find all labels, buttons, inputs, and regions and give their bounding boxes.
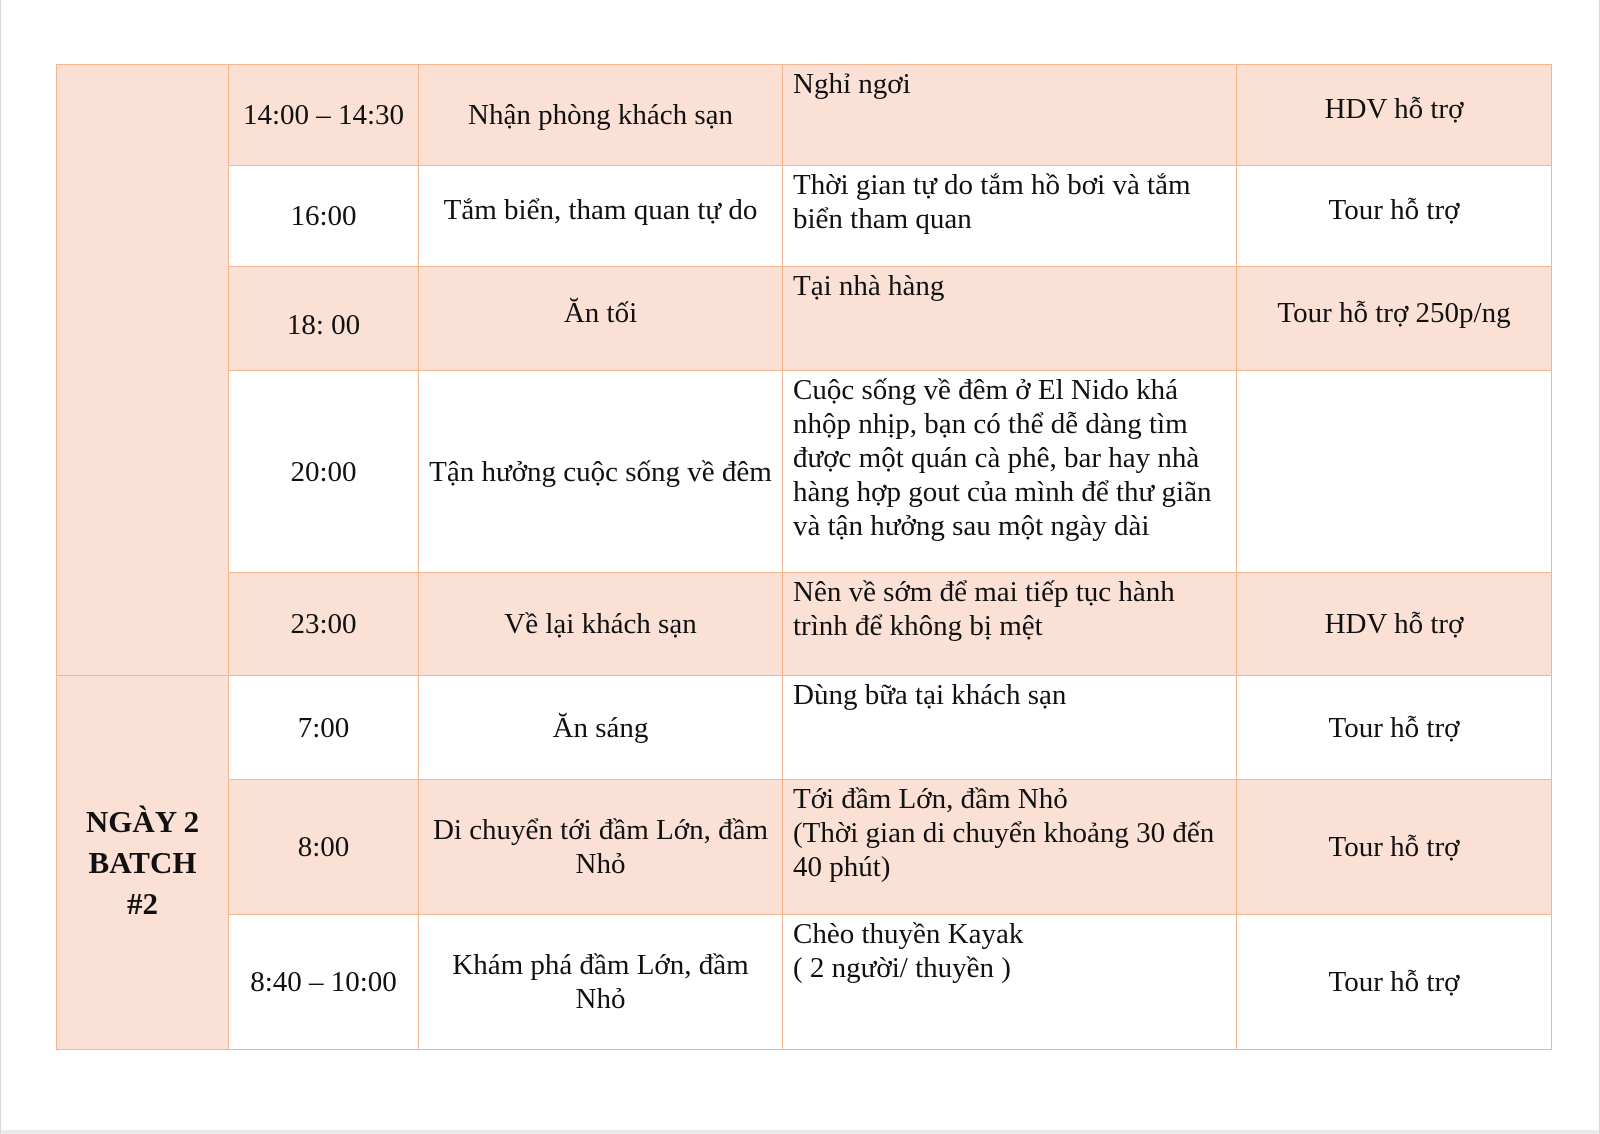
detail-cell: Chèo thuyền Kayak ( 2 người/ thuyền ) — [783, 915, 1237, 1050]
itinerary-table — [56, 64, 1552, 1050]
detail-cell: Thời gian tự do tắm hồ bơi và tắm biển tham quan — [783, 166, 1237, 267]
support-cell: HDV hỗ trợ — [1237, 573, 1552, 676]
day-2-cell — [57, 676, 229, 1050]
time-cell: 7:00 — [229, 676, 419, 780]
table-row — [57, 676, 1552, 780]
detail-cell: Cuộc sống về đêm ở El Nido khá nhộp nhịp, bạn có thể dễ dàng tìm được một quán cà phê, bar hay nhà hàng hợp gout của mình để thư giãn và tận hưởng sau một ngày dài — [783, 371, 1237, 573]
time-cell: 8:00 — [229, 780, 419, 915]
detail-cell: Nghỉ ngơi — [783, 65, 1237, 166]
time-cell: 16:00 — [229, 166, 419, 267]
detail-cell: Tại nhà hàng — [783, 267, 1237, 371]
activity-cell: Nhận phòng khách sạn — [419, 65, 783, 166]
support-cell: HDV hỗ trợ — [1237, 65, 1552, 166]
support-cell: Tour hỗ trợ — [1237, 166, 1552, 267]
table-row — [57, 573, 1552, 676]
table-row — [57, 65, 1552, 166]
activity-cell: Về lại khách sạn — [419, 573, 783, 676]
detail-cell: Dùng bữa tại khách sạn — [783, 676, 1237, 780]
time-cell: 18: 00 — [229, 267, 419, 371]
support-cell: Tour hỗ trợ — [1237, 676, 1552, 780]
time-cell: 23:00 — [229, 573, 419, 676]
detail-cell: Nên về sớm để mai tiếp tục hành trình để không bị mệt — [783, 573, 1237, 676]
activity-cell: Di chuyển tới đầm Lớn, đầm Nhỏ — [419, 780, 783, 915]
support-cell — [1237, 371, 1552, 573]
day-2-label: NGÀY 2 BATCH #2 — [85, 804, 200, 921]
table-row — [57, 780, 1552, 915]
support-cell: Tour hỗ trợ — [1237, 780, 1552, 915]
support-cell: Tour hỗ trợ — [1237, 915, 1552, 1050]
table-row — [57, 371, 1552, 573]
activity-cell: Ăn sáng — [419, 676, 783, 780]
activity-cell: Tắm biển, tham quan tự do — [419, 166, 783, 267]
day-1-cell — [57, 65, 229, 676]
time-cell: 20:00 — [229, 371, 419, 573]
activity-cell: Tận hưởng cuộc sống về đêm — [419, 371, 783, 573]
time-cell: 14:00 – 14:30 — [229, 65, 419, 166]
table-row — [57, 267, 1552, 371]
activity-cell: Ăn tối — [419, 267, 783, 371]
table-row — [57, 166, 1552, 267]
table-row — [57, 915, 1552, 1050]
support-cell: Tour hỗ trợ 250p/ng — [1237, 267, 1552, 371]
time-cell: 8:40 – 10:00 — [229, 915, 419, 1050]
activity-cell: Khám phá đầm Lớn, đầm Nhỏ — [419, 915, 783, 1050]
detail-cell: Tới đầm Lớn, đầm Nhỏ (Thời gian di chuyển khoảng 30 đến 40 phút) — [783, 780, 1237, 915]
